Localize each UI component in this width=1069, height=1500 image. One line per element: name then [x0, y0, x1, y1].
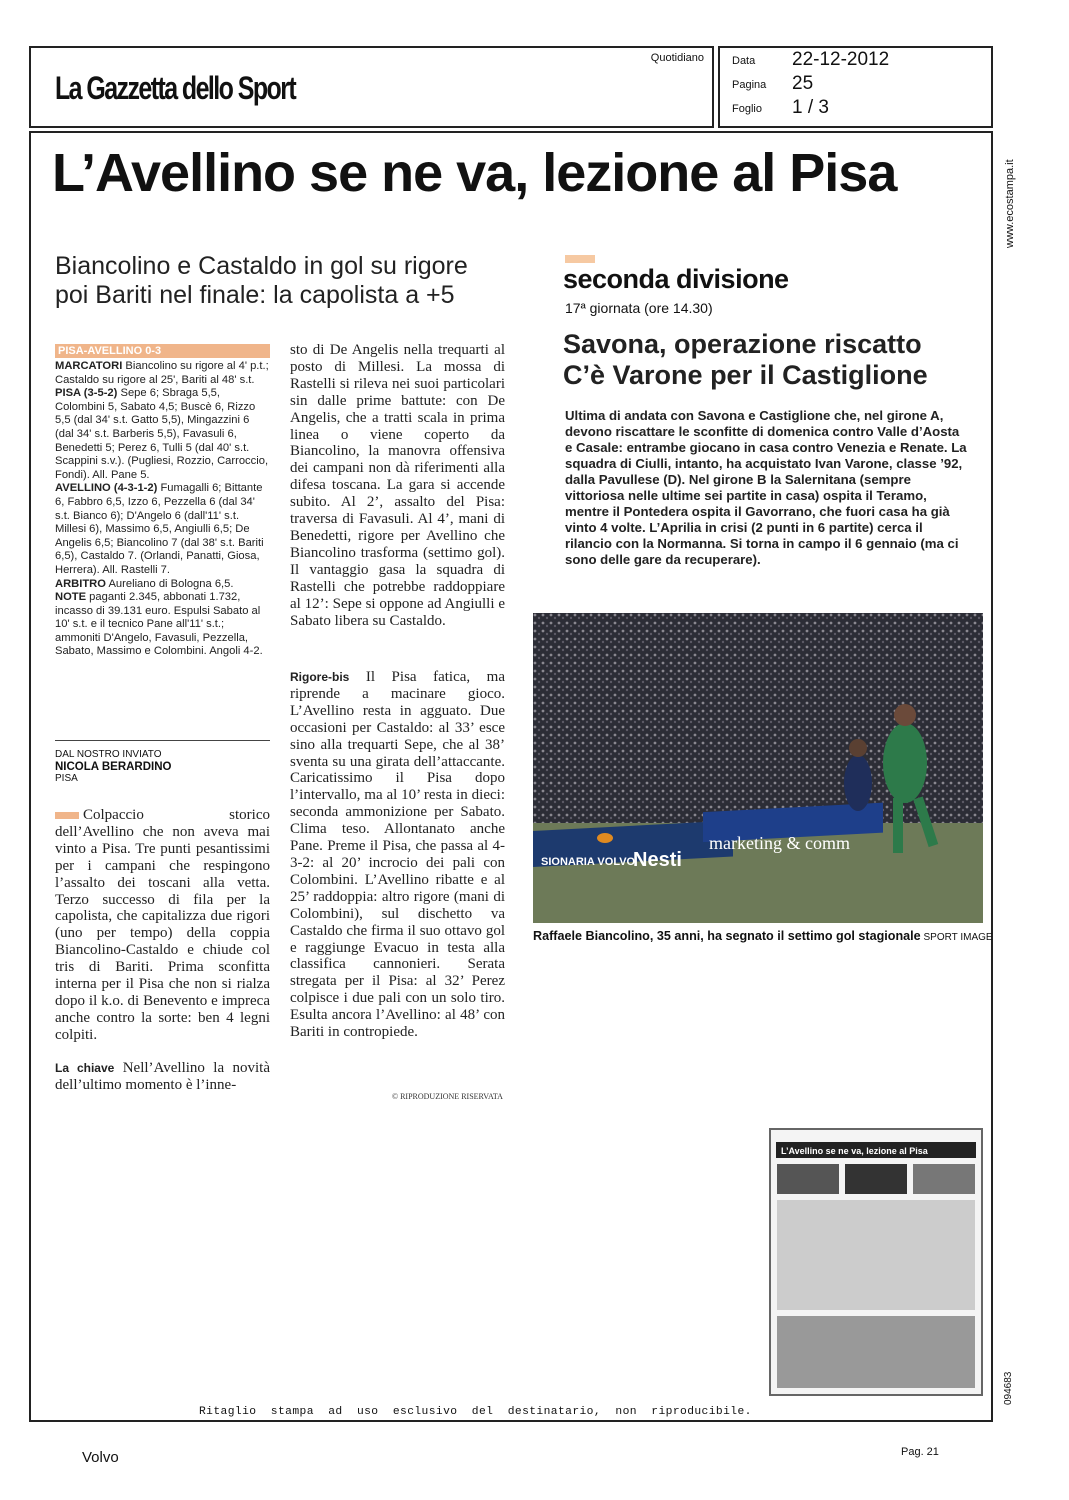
author-name: NICOLA BERARDINO — [55, 761, 172, 773]
footer-disclaimer: Ritaglio stampa ad uso esclusivo del destinatario, non riproducibile. — [199, 1406, 752, 1418]
tab-row: NOTE paganti 2.345, abbonati 1.732, incasso di 39.131 euro. Espulsi Sabato al 10' s.t. e il tecnico Pane all'11' s.t.; ammoniti D'Angelo, Favasuli, Pezzella, Sabato, Massimo e Colombini. Angoli 4-2. — [55, 591, 263, 658]
sidebar-lead: Ultima di andata con Savona e Castiglione che, nel girone A, devono riscattare le sconfitte di domenica contro Valle d’Aosta e Casale: entrambe giocano in casa contro Venezia e Renate. La squadra di Ciulli, intanto, ha acquistato Ivan Varone, classe ’92, dalla Pavullese (D). Nel girone B la Salernitana (sempre vittoriosa nelle ultime sei partite in casa) ospita il Teramo, mentre il Pontedera ospita il Gavorrano, che fuori casa ha già vinto 4 volte. L’Aprilia in crisi (2 punti in 6 partite) cerca il rilancio con la Normanna. Si torna in campo il 6 gennaio (ma ci sono delle gare da recuperare). — [565, 408, 967, 567]
subheadline-line-2: poi Bariti nel finale: la capolista a +5 — [55, 281, 455, 309]
section-title: seconda divisione — [563, 264, 789, 294]
photo-caption — [533, 929, 993, 943]
thumbnail-headline: L’Avellino se ne va, lezione al Pisa — [781, 1146, 928, 1156]
newspaper-logo: La Gazzetta dello Sport — [55, 70, 296, 106]
margin-website: www.ecostampa.it — [1004, 159, 1016, 248]
rubric-rigore-bis: Rigore-bis — [290, 670, 350, 684]
margin-code: 094683 — [1003, 1371, 1014, 1405]
masthead-box — [29, 46, 714, 128]
sidebar-headline-line-2: C’è Varone per il Castiglione — [563, 360, 928, 390]
meta-label-date: Data — [732, 55, 756, 67]
client-name: Volvo — [82, 1449, 119, 1466]
dateline: PISA — [55, 773, 78, 784]
banner-text-2: Nesti — [633, 849, 682, 871]
banner-text-1: SIONARIA VOLVO — [541, 856, 636, 868]
photo-credit: SPORT IMAGE — [920, 932, 993, 943]
match-score: PISA-AVELLINO 0-3 — [58, 345, 162, 357]
byline — [55, 749, 172, 785]
article-body-1: Colpaccio storico dell’Avellino che non aveva mai vinto a Pisa. Tre punti pesantissimi per i campani che respingono l’assalto dei toscani alla vetta. Terzo successo di fila per la capolista, che capitalizza due rigori (uno per tempo) della coppia Biancolino-Castaldo e chiude col tris di Bariti. Prima sconfitta interna per il Pisa che non si rialza dopo il k.o. di Benevento e impreca anche contro la sorte: ben 4 legni colpiti. — [55, 807, 270, 1043]
round-info: 17ª giornata (ore 14.30) — [565, 300, 713, 316]
match-score-bar — [55, 344, 270, 358]
sidebar-headline-line-1: Savona, operazione riscatto — [563, 329, 922, 359]
publication-type: Quotidiano — [650, 52, 704, 64]
article-column-1 — [55, 807, 270, 1094]
banner-text-3: marketing & comm — [709, 833, 850, 853]
page-title: L’Avellino se ne va, lezione al Pisa — [52, 143, 897, 203]
match-photo — [533, 613, 983, 923]
rubric-chiave: La chiave — [55, 1060, 115, 1075]
tab-row: MARCATORI Biancolino su rigore al 4' p.t.; Castaldo su rigore al 25', Bariti al 48' s.t. — [55, 360, 269, 386]
caption-text: Raffaele Biancolino, 35 anni, ha segnato il settimo gol stagionale — [533, 929, 921, 943]
meta-value-date: 22-12-2012 — [792, 49, 890, 70]
copyright-note: © RIPRODUZIONE RISERVATA — [392, 1092, 503, 1101]
meta-label-sheet: Foglio — [732, 103, 762, 115]
page-number: Pag. 21 — [901, 1446, 939, 1458]
article-column-2 — [290, 342, 505, 629]
article-column-2b — [290, 669, 505, 1041]
player-figure-blue — [844, 755, 872, 811]
section-accent — [565, 255, 595, 263]
subheadline — [55, 252, 468, 310]
page-thumbnail — [769, 1128, 983, 1396]
tab-row: AVELLINO (4-3-1-2) Fumagalli 6; Bittante 6, Fabbro 6,5, Izzo 6, Pezzella 6 (dal 34' s.t. Bianco 6); D'Angelo 6 (dall'11' s.t. Millesi 6), Massimo 6,5, Angiulli 6,5; De Angelis 6,5; Biancolino 7 (dal 38' s.t. Bariti 6,5), Castaldo 7. (Orlandi, Panatti, Giosa, Herrera). All. Rastelli 7. — [55, 482, 264, 576]
divider — [55, 740, 270, 741]
article-body-4: Il Pisa fatica, ma riprende a macinare gioco. L’Avellino resta in agguato. Due occasioni per Castaldo: al 33’ esce sino alla trequarti Sepe, che al 38’ sventa su una girata dell’attaccante. Caricatissimo il Pisa dopo l’intervallo, ma al 10’ resta in dieci: seconda ammonizione per Sabato. Clima teso. Allontanato anche Pane. Preme il Pisa, che passa al 4-3-2: al 20’ incrocio dei pali con Colombini. L’Avellino ribatte e al 25’ raddoppia: altro rigore (mani di Colombini), sul dischetto va Castaldo che firma il suo ottavo gol e raggiunge Evacuo in testa alla classifica cannonieri. Serata stregata per il Pisa: al 32’ Perez colpisce i due pali con un solo tiro. Esulta ancora l’Avellino: al 48’ con Bariti in contropiede. — [290, 669, 505, 1041]
player-figure-green — [883, 723, 927, 803]
meta-value-sheet: 1 / 3 — [792, 97, 829, 118]
meta-box — [718, 46, 993, 128]
sidebar-headline — [563, 329, 928, 391]
paragraph-marker-icon — [55, 812, 79, 819]
photo-illustration — [533, 613, 983, 923]
thumbnail-illustration — [771, 1130, 981, 1394]
match-report-tabellino — [55, 360, 270, 659]
article-body-2: Nell’Avellino la novità dell’ultimo momento è l’inne- — [55, 1059, 270, 1093]
subheadline-line-1: Biancolino e Castaldo in gol su rigore — [55, 252, 468, 280]
ball-icon — [597, 833, 613, 843]
tab-row: ARBITRO Aureliano di Bologna 6,5. — [55, 577, 234, 590]
article-body-3: sto di De Angelis nella trequarti al posto di Millesi. La mossa di Rastelli si rileva nei suoi particolari sin dalle prime battute: con De Angelis, che a tratti scala in prima linea o viene coperto da Biancolino, la manovra offensiva dei campani non dà riferimenti alla difesa toscana. La gara si accende subito. Al 2’, assalto del Pisa: traversa di Favasuli. Al 4’, mani di Benedetti, rigore per Avellino che Biancolino trasforma (settimo gol). Il vantaggio gasa la squadra di Rastelli che potrebbe raddoppiare al 12’: Sepe si oppone ad Angiulli e Sabato libera su Castaldo. — [290, 342, 505, 629]
tab-row: PISA (3-5-2) Sepe 6; Sbraga 5,5, Colombini 5, Sabato 4,5; Buscè 6, Rizzo 5,5 (dal 34' s.t. Gatto 5,5), Mingazzini 6 (dal 34' s.t. Barberis 5,5), Favasuli 6, Benedetti 5; Perez 6, Tulli 5 (dal 40' s.t. Scappini s.v.). (Pugliesi, Rozzio, Carroccio, Fondi). All. Pane 5. — [55, 387, 269, 481]
meta-label-page: Pagina — [732, 79, 767, 91]
byline-label: DAL NOSTRO INVIATO — [55, 749, 162, 760]
meta-value-page: 25 — [792, 73, 814, 94]
